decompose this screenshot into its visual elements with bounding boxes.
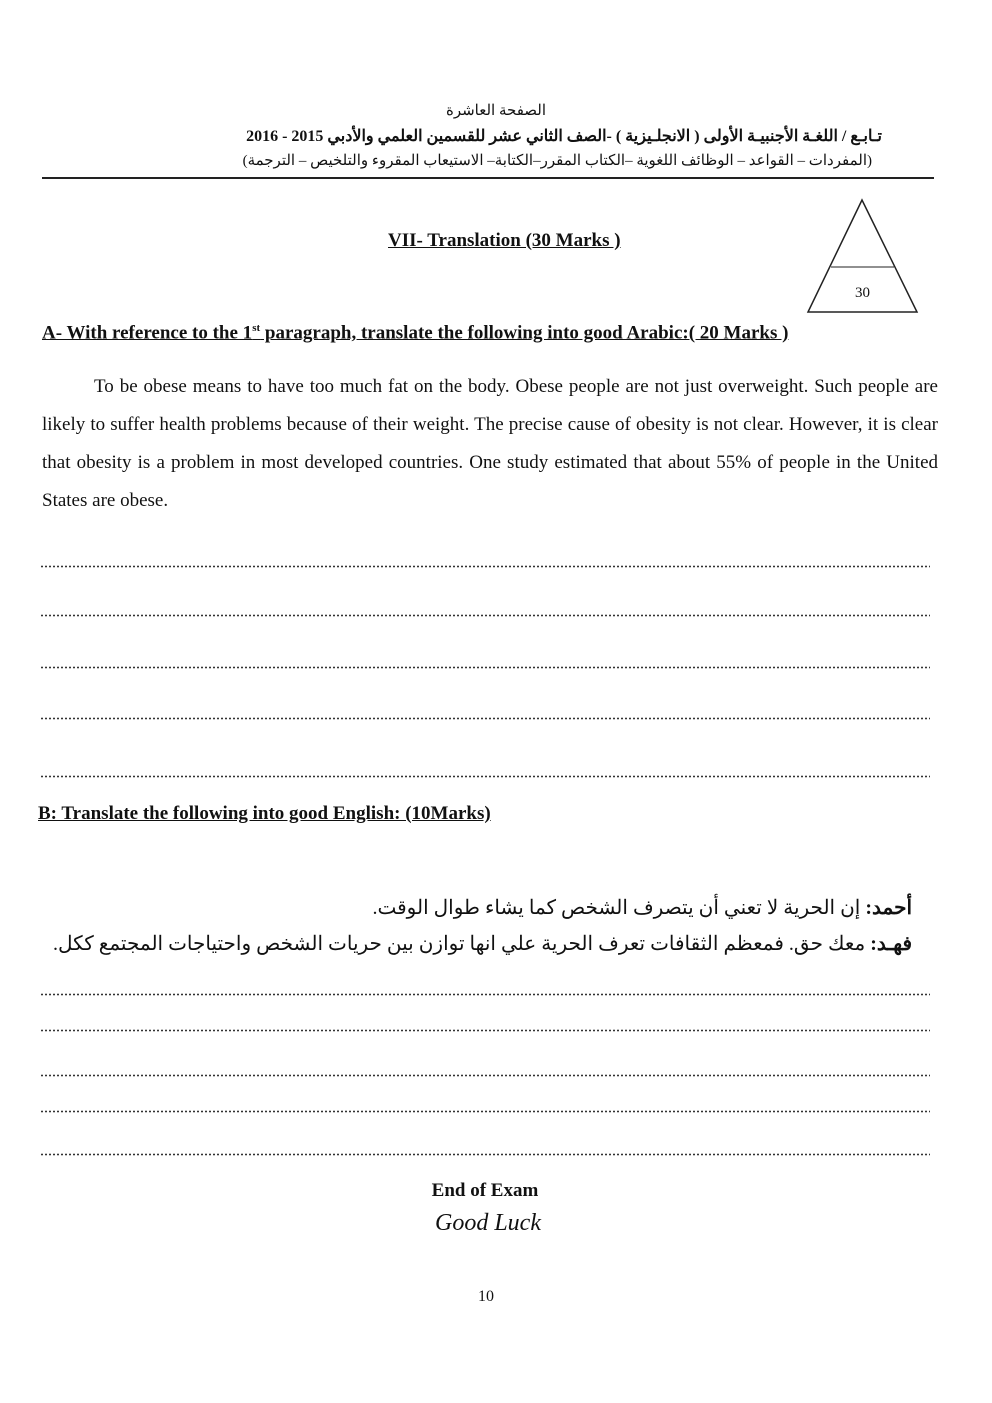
- section-title: VII- Translation (30 Marks ): [388, 230, 621, 251]
- answer-line[interactable]: [40, 1074, 930, 1077]
- dialogue-line-1: أحمد: إن الحرية لا تعني أن يتصرف الشخص كما يشاء طوال الوقت.: [372, 897, 912, 919]
- answer-line[interactable]: [40, 993, 930, 996]
- marks-value: 30: [855, 285, 870, 301]
- exam-topics: (المفردات – القواعد – الوظائف اللغوية –الكتاب المقرر–الكتابة– الاستيعاب المقروء والتلخيص – الترجمة): [242, 153, 872, 169]
- header-rule: [42, 177, 934, 179]
- answer-line[interactable]: [40, 614, 930, 617]
- page-number: 10: [478, 1288, 494, 1305]
- part-b-heading: B: Translate the following into good English: (10Marks): [38, 803, 491, 824]
- part-a-heading: A- With reference to the 1st paragraph, translate the following into good Arabic:( 20 Marks ): [42, 322, 789, 344]
- dialogue-line-2: فهـد: معك حق. فمعظم الثقافات تعرف الحرية علي انها توازن بين حريات الشخص واحتياجات المجتمع ككل.: [53, 933, 912, 955]
- answer-line[interactable]: [40, 1029, 930, 1032]
- answer-line[interactable]: [40, 565, 930, 568]
- good-luck: Good Luck: [435, 1210, 541, 1236]
- answer-line[interactable]: [40, 666, 930, 669]
- answer-line[interactable]: [40, 1110, 930, 1113]
- page-label: الصفحة العاشرة: [445, 103, 547, 119]
- end-of-exam: End of Exam: [431, 1180, 539, 1201]
- answer-line[interactable]: [40, 1153, 930, 1156]
- exam-header: تـابـع / اللغـة الأجنبيـة الأولى ( الانجلـيزية ) -الصف الثاني عشر للقسمين العلمي والأدبي 2015 - 2016: [246, 128, 882, 145]
- source-paragraph: To be obese means to have too much fat on the body. Obese people are not just overweight. Such people are likely to suffer health problems because of their weight. The precise cause of obesity is not clear. However, it is clear that obesity is a problem in most developed countries. One study estimated that about 55% of people in the United States are obese.: [42, 376, 938, 511]
- answer-line[interactable]: [40, 775, 930, 778]
- answer-line[interactable]: [40, 717, 930, 720]
